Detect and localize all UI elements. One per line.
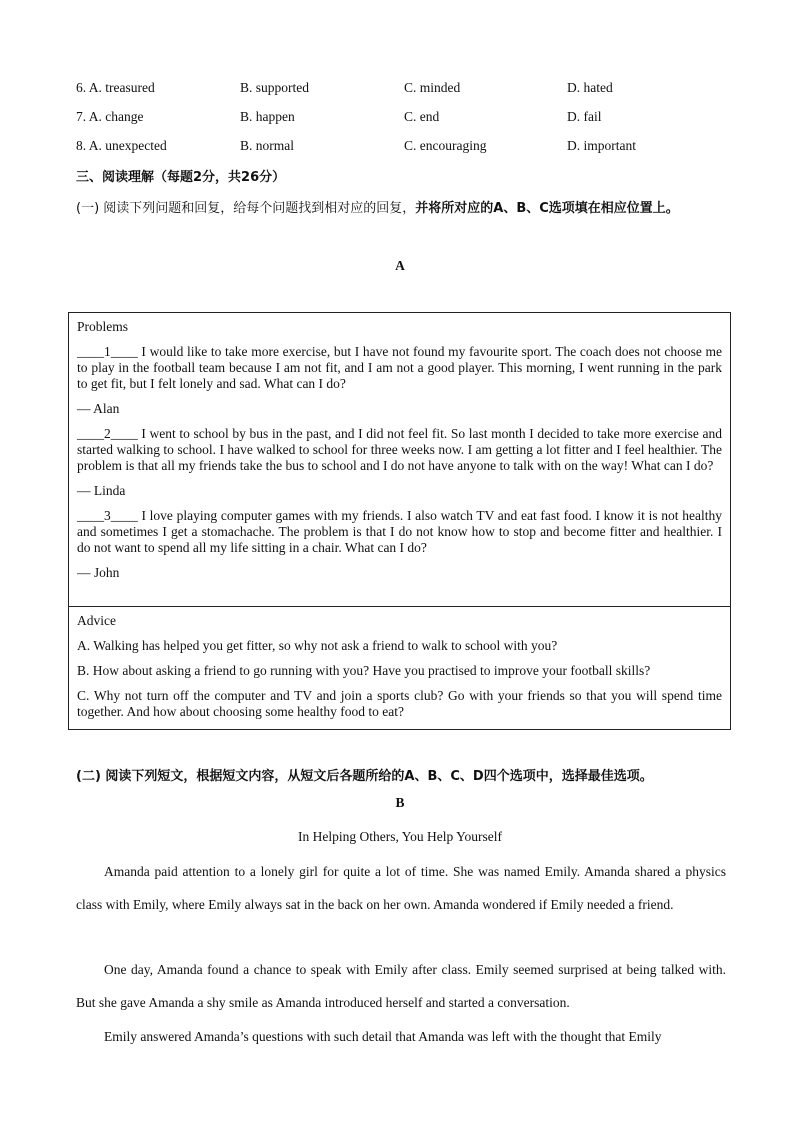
option-7c: C. end: [404, 109, 440, 124]
option-8d: D. important: [567, 138, 636, 153]
option-row-6: [76, 80, 736, 100]
option-8b: B. normal: [240, 138, 294, 153]
passage-label-b: B: [395, 795, 405, 810]
option-8a: 8. A. unexpected: [76, 138, 167, 153]
advice-a: A. Walking has helped you get fitter, so why not ask a friend to walk to school with you?: [77, 638, 558, 653]
passage-label-a: A: [395, 258, 405, 273]
option-6b: B. supported: [240, 80, 309, 95]
part1-intro-normal: (一) 阅读下列问题和回复，给每个问题找到相对应的回复，: [76, 201, 416, 216]
part2-instructions: (二) 阅读下列短文，根据短文内容，从短文后各题所给的A、B、C、D四个选项中，选择最佳选项。: [76, 769, 653, 784]
story-paragraph-3: Emily answered Amanda’s questions with such detail that Amanda was left with the thought that Emily: [104, 1029, 662, 1044]
part1-instructions: [76, 193, 726, 225]
advice-title: Advice: [77, 613, 116, 628]
option-8c: C. encouraging: [404, 138, 487, 153]
story-paragraph-2: One day, Amanda found a chance to speak with Emily after class. Emily seemed surprised at being talked with. But she gave Amanda a shy smile as Amanda introduced herself and started a conversation.: [76, 962, 726, 1010]
signature-linda: — Linda: [77, 483, 126, 498]
signature-alan: — Alan: [77, 401, 120, 416]
part1-intro-bold: 并将所对应的A、B、C选项填在相应位置上。: [415, 201, 679, 216]
problems-advice-table: [68, 312, 731, 730]
story-paragraph-1: Amanda paid attention to a lonely girl for quite a lot of time. She was named Emily. Amanda shared a physics class with Emily, where Emily always sat in the back on her own. Amanda wondered if Emily needed a friend.: [76, 864, 726, 912]
problem-1: ____1____ I would like to take more exercise, but I have not found my favourite sport. The coach does not choose me to play in the football team because I am not fit, and I am not a good player. This morning, I went running in the park to get fit, but I felt lonely and sad. What can I do?: [77, 344, 722, 391]
option-6a: 6. A. treasured: [76, 80, 155, 95]
option-7b: B. happen: [240, 109, 295, 124]
problems-section: [69, 313, 730, 607]
option-row-7: [76, 109, 736, 129]
option-6c: C. minded: [404, 80, 461, 95]
problem-3: ____3____ I love playing computer games with my friends. I also watch TV and eat fast food. I know it is not healthy and sometimes I get a stomachache. The problem is that I do not know how to stop and become fitter and healthier. I do not want to spend all my life sitting in a chair. What can I do?: [77, 508, 722, 555]
option-6d: D. hated: [567, 80, 613, 95]
option-row-8: [76, 138, 736, 158]
section-heading: 三、阅读理解（每题2分，共26分）: [76, 170, 286, 185]
problems-title: Problems: [77, 319, 129, 334]
option-7d: D. fail: [567, 109, 602, 124]
option-7a: 7. A. change: [76, 109, 144, 124]
advice-section: [69, 607, 730, 730]
advice-c: C. Why not turn off the computer and TV and join a sports club? Go with your friends so that you will spend time together. And how about choosing some healthy food to eat?: [77, 688, 722, 719]
signature-john: — John: [77, 565, 120, 580]
problem-2: ____2____ I went to school by bus in the past, and I did not feel fit. So last month I decided to take more exercise and started walking to school. I have walked to school for three weeks now. I am getting a lot fitter and I feel healthier. The problem is that all my friends take the bus to school and I do not have anyone to talk with on the way! What can I do?: [77, 426, 722, 473]
advice-b: B. How about asking a friend to go running with you? Have you practised to improve your football skills?: [77, 663, 651, 678]
story-title: In Helping Others, You Help Yourself: [297, 829, 502, 844]
